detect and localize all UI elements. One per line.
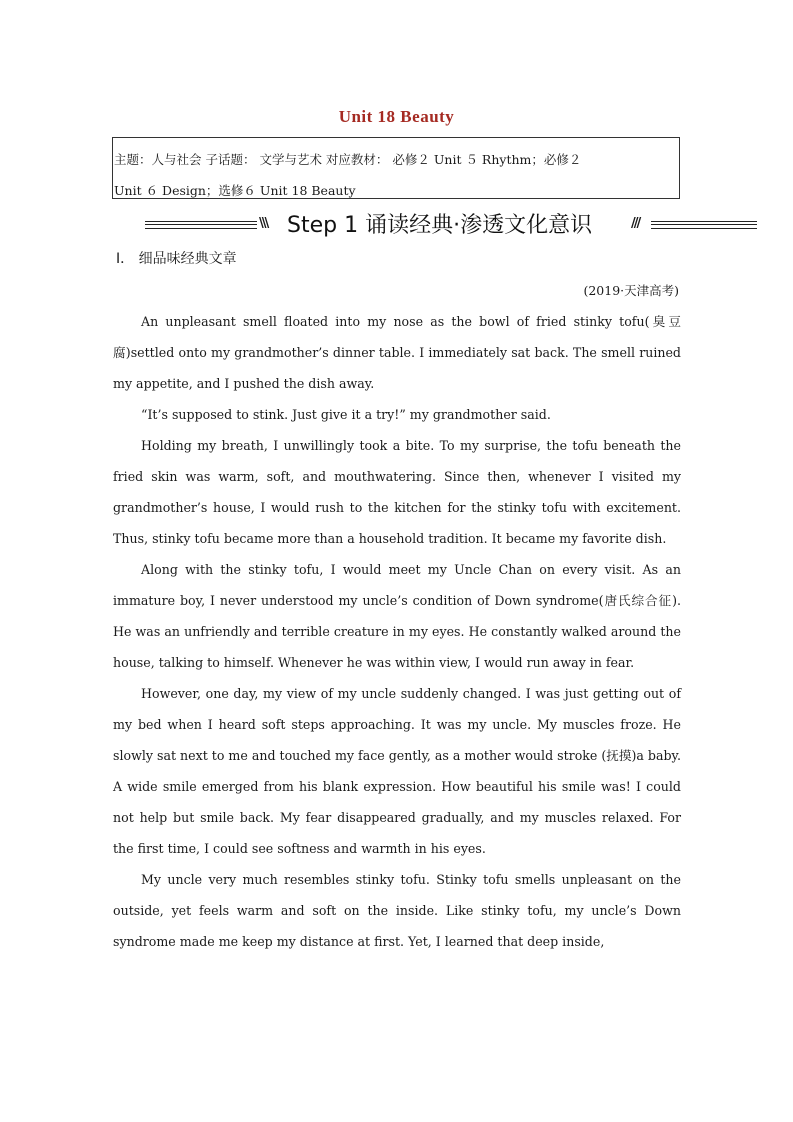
source-citation: (2019·天津高考) xyxy=(583,283,679,298)
article-body xyxy=(113,306,681,957)
section-heading: Ⅰ． 细品味经典文章 xyxy=(116,251,237,267)
unit-title: Unit 18 Beauty xyxy=(338,107,455,126)
step-heading-row xyxy=(145,208,757,240)
topic-box xyxy=(112,137,680,199)
slash-ornament-left: \\\ xyxy=(259,216,268,231)
paragraph: My uncle very much resembles stinky tofu. Stinky tofu smells unpleasant on the outside, yet feels warm and soft on the inside. Like stinky tofu, my uncle’s Down syndrome made me keep my distance at first. Yet, I learned that deep inside, xyxy=(113,872,681,949)
slash-ornament-right: /// xyxy=(631,216,640,231)
paragraph: Along with the stinky tofu, I would meet my Uncle Chan on every visit. As an immature boy, I never understood my uncle’s condition of Down syndrome(唐氏综合征). He was an unfriendly and terrible creature in my eyes. He constantly walked around the house, talking to himself. Whenever he was within view, I would run away in fear. xyxy=(113,562,681,670)
paragraph: However, one day, my view of my uncle suddenly changed. I was just getting out of my bed when I heard soft steps approaching. It was my uncle. My muscles froze. He slowly sat next to me and touched my face gently, as a mother would stroke (抚摸)a baby. A wide smile emerged from his blank expression. How beautiful his smile was! I could not help but smile back. My fear disappeared gradually, and my muscles relaxed. For the first time, I could see softness and warmth in his eyes. xyxy=(113,686,681,856)
paragraph: “It’s supposed to stink. Just give it a try!” my grandmother said. xyxy=(141,407,551,422)
paragraph: Holding my breath, I unwillingly took a bite. To my surprise, the tofu beneath the fried skin was warm, soft, and mouthwatering. Since then, whenever I visited my grandmother’s house, I would rush to the kitchen for the stinky tofu with excitement. Thus, stinky tofu became more than a household tradition. It became my favorite dish. xyxy=(113,438,681,546)
decorative-rule-right xyxy=(651,221,757,229)
topic-line-2: Unit ６ Design；选修６ Unit 18 Beauty xyxy=(114,183,356,198)
topic-line-1: 主题：人与社会 子话题： 文学与艺术 对应教材： 必修２ Unit ５ Rhythm；必修２ xyxy=(114,152,582,167)
paragraph: An unpleasant smell floated into my nose as the bowl of fried stinky tofu(臭豆腐)settled onto my grandmother’s dinner table. I immediately sat back. The smell ruined my appetite, and I pushed the dish away. xyxy=(113,314,681,391)
decorative-rule-left xyxy=(145,221,257,229)
step-heading: Step 1 诵读经典·渗透文化意识 xyxy=(287,213,593,238)
